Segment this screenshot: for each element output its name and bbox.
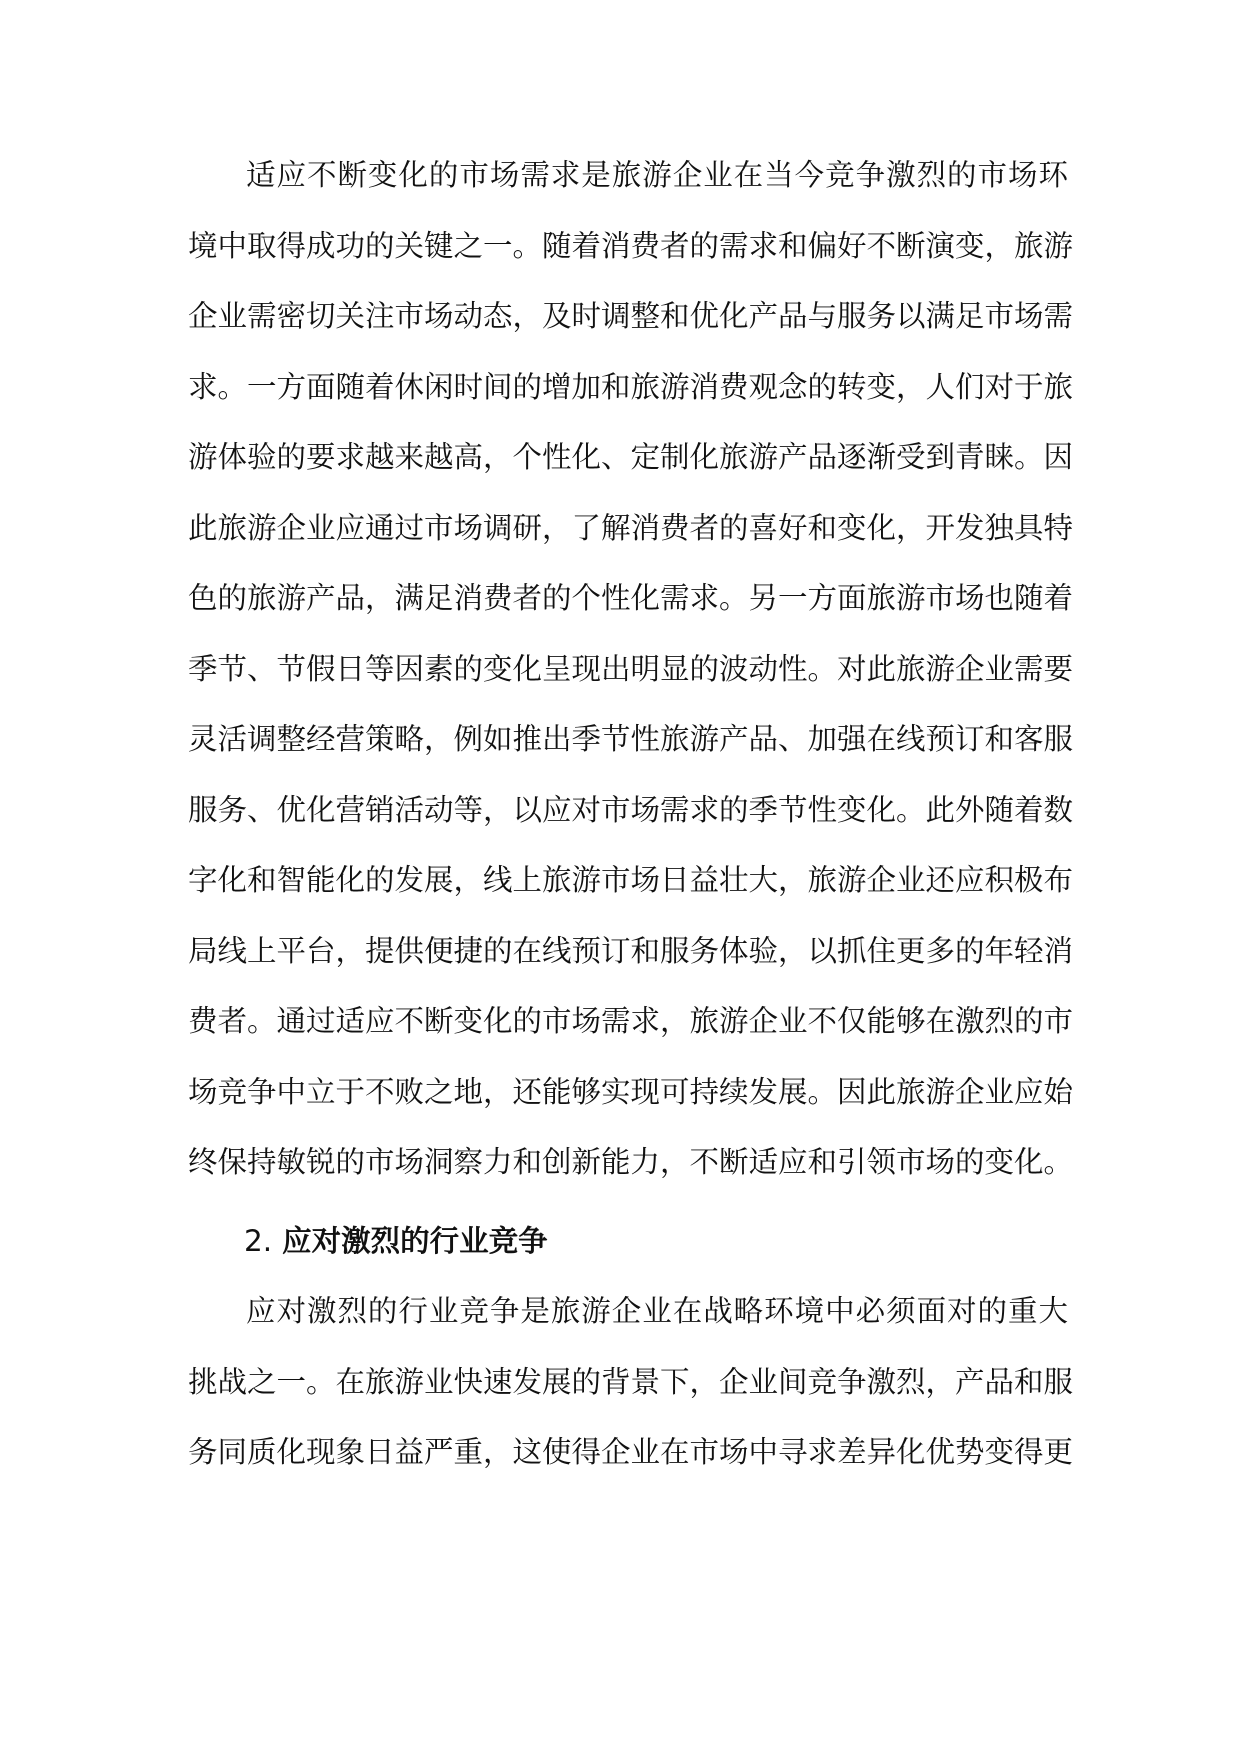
paragraph-line: 季节、节假日等因素的变化呈现出明显的波动性。对此旅游企业需要 [188,651,1074,686]
paragraph-industry-competition [188,1282,1074,1494]
paragraph-line: 应对激烈的行业竞争是旅游企业在战略环境中必须面对的重大 [246,1294,1068,1328]
paragraph-line: 挑战之一。在旅游业快速发展的背景下，企业间竞争激烈，产品和服 [188,1364,1074,1399]
section-heading [188,1212,1068,1283]
paragraph-line: 场竞争中立于不败之地，还能够实现可持续发展。因此旅游企业应始 [188,1074,1074,1109]
paragraph-line: 字化和智能化的发展，线上旅游市场日益壮大，旅游企业还应积极布 [188,863,1074,897]
paragraph-line: 适应不断变化的市场需求是旅游企业在当今竞争激烈的市场环 [246,158,1068,192]
paragraph-line: 求。一方面随着休闲时间的增加和旅游消费观念的转变，人们对于旅 [188,369,1074,404]
paragraph-line: 企业需密切关注市场动态，及时调整和优化产品与服务以满足市场需 [188,299,1074,333]
paragraph-line: 服务、优化营销活动等，以应对市场需求的季节性变化。此外随着数 [188,792,1074,827]
paragraph-line: 终保持敏锐的市场洞察力和创新能力，不断适应和引领市场的变化。 [188,1145,1074,1179]
paragraph-line: 游体验的要求越来越高，个性化、定制化旅游产品逐渐受到青睐。因 [188,440,1074,474]
paragraph-line: 局线上平台，提供便捷的在线预订和服务体验，以抓住更多的年轻消 [188,933,1074,968]
paragraph-line: 境中取得成功的关键之一。随着消费者的需求和偏好不断演变，旅游 [188,228,1074,263]
paragraph-line: 务同质化现象日益严重，这使得企业在市场中寻求差异化优势变得更 [188,1435,1074,1469]
document-body [188,146,1074,1494]
section-title: 应对激烈的行业竞争 [282,1223,548,1258]
paragraph-line: 色的旅游产品，满足消费者的个性化需求。另一方面旅游市场也随着 [188,581,1074,615]
paragraph-market-demand [188,146,1074,1204]
paragraph-line: 灵活调整经营策略，例如推出季节性旅游产品、加强在线预订和客服 [188,722,1074,756]
paragraph-line: 此旅游企业应通过市场调研，了解消费者的喜好和变化，开发独具特 [188,510,1074,545]
section-number: 2. [244,1223,273,1258]
paragraph-line: 费者。通过适应不断变化的市场需求，旅游企业不仅能够在激烈的市 [188,1004,1074,1038]
